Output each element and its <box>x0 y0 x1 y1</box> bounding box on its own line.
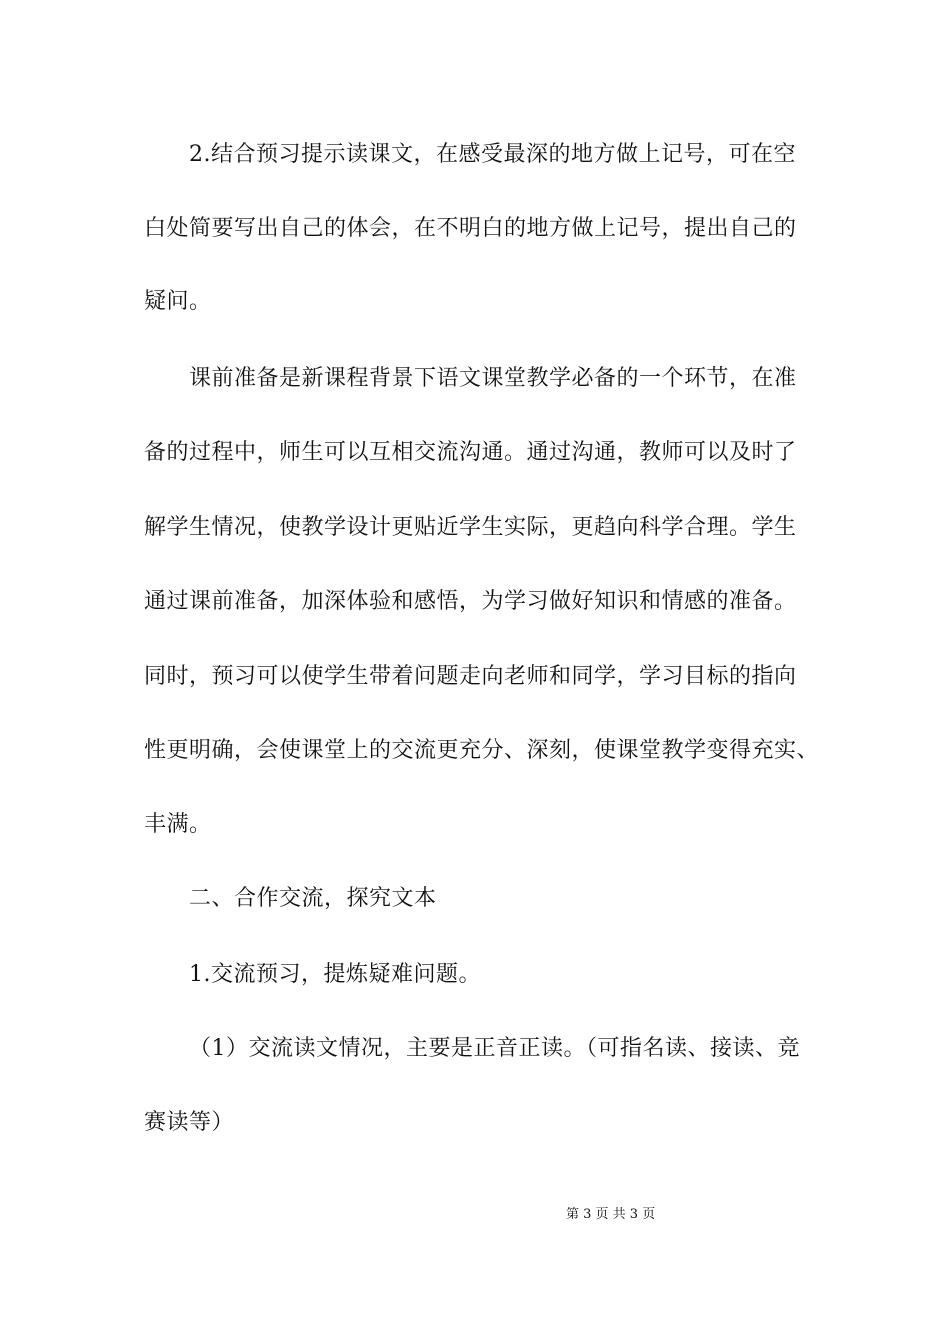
subsection-heading: 1.交流预习，提炼疑难问题。 <box>189 962 481 987</box>
paragraph-line: 性更明确，会使课堂上的交流更充分、深刻，使课堂教学变得充实、 <box>144 738 820 763</box>
paragraph-line: 课前准备是新课程背景下语文课堂教学必备的一个环节，在准 <box>189 366 797 391</box>
paragraph-line: 备的过程中，师生可以互相交流沟通。通过沟通，教师可以及时了 <box>144 440 797 465</box>
paragraph-line: 2.结合预习提示读课文，在感受最深的地方做上记号，可在空 <box>189 142 796 167</box>
paragraph-line: （1）交流读文情况，主要是正音正读。（可指名读、接读、竞 <box>189 1036 800 1061</box>
page-number-footer: 第 3 页 共 3 页 <box>566 1207 656 1222</box>
paragraph-line: 丰满。 <box>144 812 212 837</box>
paragraph-line: 同时，预习可以使学生带着问题走向老师和同学，学习目标的指向 <box>144 664 797 689</box>
paragraph-line: 赛读等） <box>144 1110 235 1135</box>
paragraph-line: 通过课前准备，加深体验和感悟，为学习做好知识和情感的准备。 <box>144 589 797 614</box>
paragraph-line: 白处简要写出自己的体会，在不明白的地方做上记号，提出自己的 <box>144 216 797 241</box>
paragraph-line: 解学生情况，使教学设计更贴近学生实际，更趋向科学合理。学生 <box>144 515 797 540</box>
paragraph-line: 疑问。 <box>144 289 212 314</box>
section-heading: 二、合作交流，探究文本 <box>189 886 437 911</box>
